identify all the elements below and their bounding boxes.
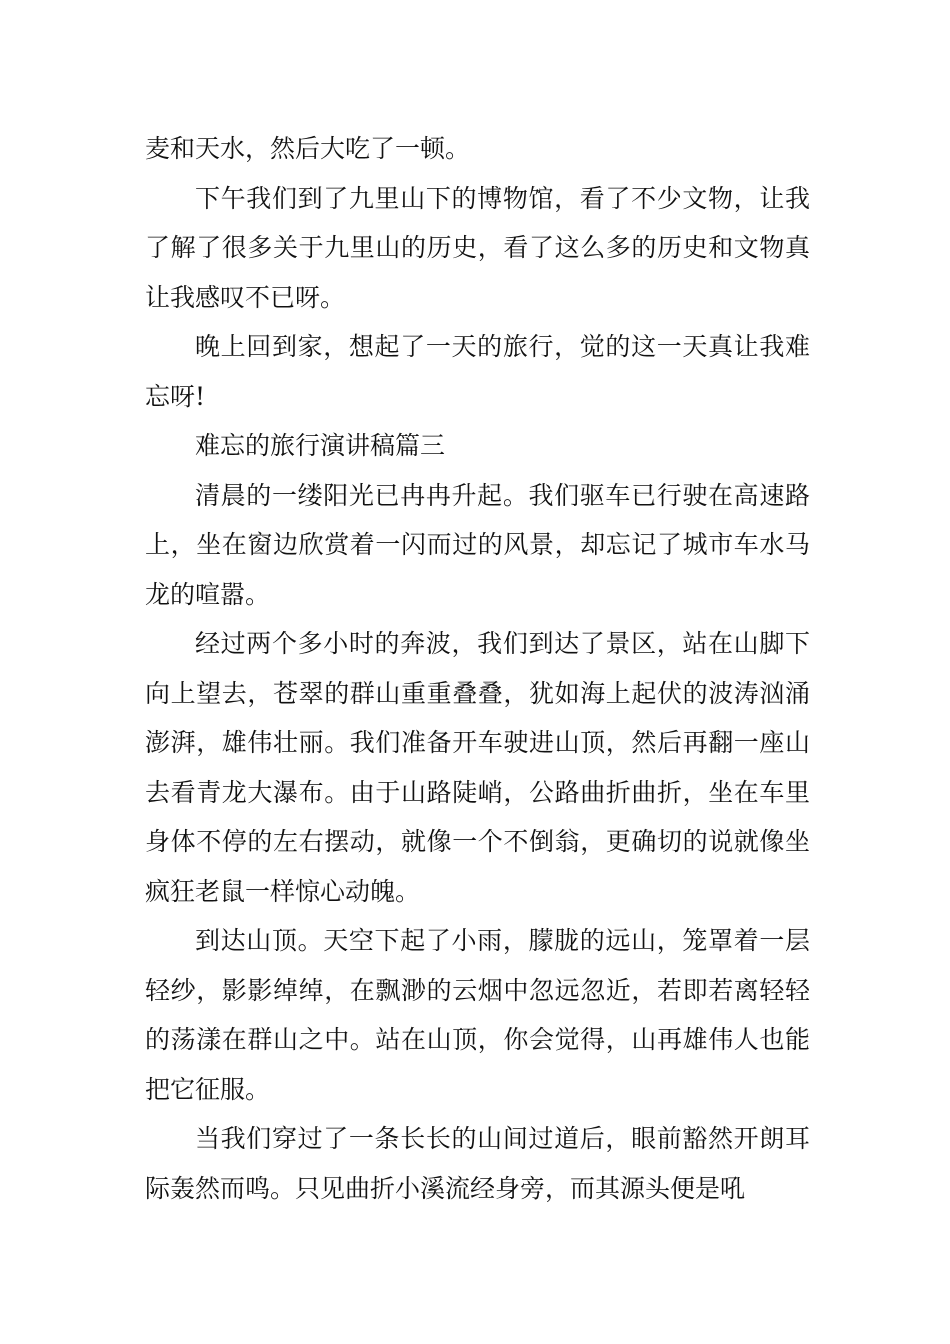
paragraph-waterfall: 当我们穿过了一条长长的山间过道后，眼前豁然开朗耳际轰然而鸣。只见曲折小溪流经身旁，而其源头便是吼 <box>145 1124 810 1203</box>
section-heading: 难忘的旅行演讲稿篇三 <box>195 431 446 460</box>
paragraph-museum: 下午我们到了九里山下的博物馆，看了不少文物，让我了解了很多关于九里山的历史，看了这么多的历史和文物真让我感叹不已呀。 <box>145 183 810 312</box>
paragraph-continued: 麦和天水，然后大吃了一顿。 <box>145 134 471 163</box>
paragraph-evening: 晚上回到家，想起了一天的旅行，觉的这一天真让我难忘呀! <box>145 332 810 411</box>
paragraph-morning: 清晨的一缕阳光已冉冉升起。我们驱车已行驶在高速路上，坐在窗边欣赏着一闪而过的风景，却忘记了城市车水马龙的喧嚣。 <box>145 480 810 609</box>
paragraph-summit: 到达山顶。天空下起了小雨，朦胧的远山，笼罩着一层轻纱，影影绰绰，在飘渺的云烟中忽远忽近，若即若离轻轻的荡漾在群山之中。站在山顶，你会觉得，山再雄伟人也能把它征服。 <box>145 926 810 1104</box>
paragraph-mountain-road: 经过两个多小时的奔波，我们到达了景区，站在山脚下向上望去，苍翠的群山重重叠叠，犹如海上起伏的波涛汹涌澎湃，雄伟壮丽。我们准备开车驶进山顶，然后再翻一座山去看青龙大瀑布。由于山路陡峭，公路曲折曲折，坐在车里身体不停的左右摆动，就像一个不倒翁，更确切的说就像坐疯狂老鼠一样惊心动魄。 <box>145 629 810 906</box>
document-page <box>145 124 810 1213</box>
